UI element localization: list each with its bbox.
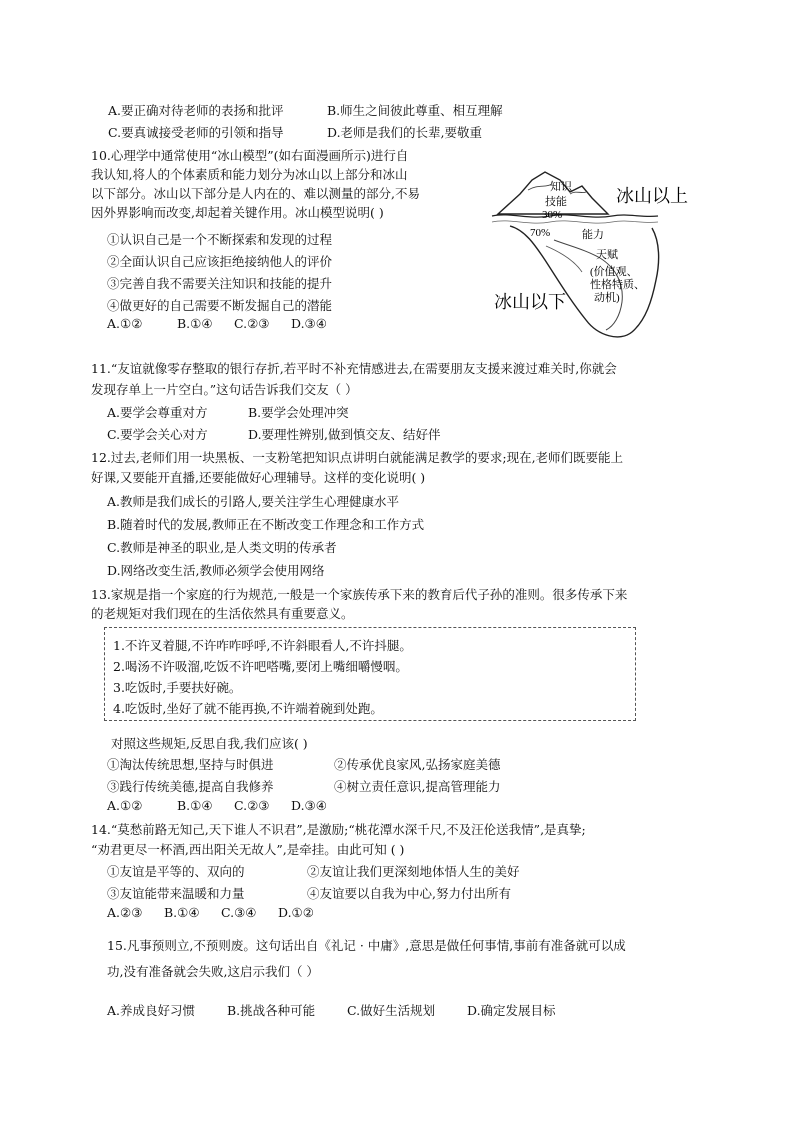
q13-option-c: C.②③ <box>234 798 270 813</box>
q10-stem-line: 因外界影响而改变,却起着关键作用。冰山模型说明( ) <box>91 205 384 220</box>
family-rule: 4.吃饭时,坐好了就不能再换,不许端着碗到处跑。 <box>113 701 383 716</box>
q13-prompt: 对照这些规矩,反思自我,我们应该( ) <box>111 736 308 751</box>
q13-stem-line: 的老规矩对我们现在的生活依然具有重要意义。 <box>91 606 354 621</box>
q15-option-c: C.做好生活规划 <box>347 1003 436 1018</box>
q15-option-b: B.挑战各种可能 <box>227 1003 316 1018</box>
q14-item-3: ③友谊能带来温暖和力量 <box>107 886 245 901</box>
q13-item-3: ③践行传统美德,提高自我修养 <box>107 779 274 794</box>
label-traits: 性格特质、 <box>590 279 645 291</box>
q15-option-d: D.确定发展目标 <box>467 1003 556 1018</box>
q13-item-4: ④树立责任意识,提高管理能力 <box>334 779 501 794</box>
q11-stem-line: 11.“友谊就像零存整取的银行存折,若平时不补充情感进去,在需要朋友支援来渡过难关时,你就会 <box>91 361 617 376</box>
q11-option-a: A.要学会尊重对方 <box>107 405 208 420</box>
q15-options <box>107 1003 556 1019</box>
q10-item-1: ①认识自己是一个不断探索和发现的过程 <box>107 232 333 247</box>
q13-item-1: ①淘汰传统思想,坚持与时俱进 <box>107 757 274 772</box>
q14-option-d: D.①② <box>278 905 314 920</box>
q10-stem-line: 10.心理学中通常使用“冰山模型”(如右面漫画所示)进行自 <box>91 148 409 163</box>
q14-option-b: B.①④ <box>164 905 200 920</box>
q13-option-a: A.①② <box>107 798 143 813</box>
q15-stem-line: 功,没有准备就会失败,这启示我们（ ） <box>107 964 319 979</box>
label-values: (价值观、 <box>590 266 638 278</box>
q9-option-d: D.老师是我们的长辈,要敬重 <box>327 125 483 140</box>
q9-option-a: A.要正确对待老师的表扬和批评 <box>108 103 284 118</box>
q10-option-a: A.①② <box>107 316 143 331</box>
q13-item-2: ②传承优良家风,弘扬家庭美德 <box>334 757 501 772</box>
q14-stem-line: 14.“莫愁前路无知己,天下谁人不识君”,是激励;“桃花潭水深千尺,不及汪伦送我情”,是真挚; <box>91 822 586 837</box>
family-rule: 3.吃饭时,手要扶好碗。 <box>113 680 242 695</box>
family-rules-box <box>104 627 636 721</box>
q10-option-b: B.①④ <box>177 316 213 331</box>
q14-item-2: ②友谊让我们更深刻地体悟人生的美好 <box>307 864 520 879</box>
q12-option-b: B.随着时代的发展,教师正在不断改变工作理念和工作方式 <box>107 517 425 532</box>
family-rule: 2.喝汤不许吸溜,吃饭不许吧嗒嘴,要闭上嘴细嚼慢咽。 <box>113 659 408 674</box>
q10-item-2: ②全面认识自己应该拒绝接纳他人的评价 <box>107 254 333 269</box>
q13-option-d: D.③④ <box>291 798 327 813</box>
q14-options <box>107 905 314 921</box>
q12-stem-line: 好课,又要能开直播,还要能做好心理辅导。这样的变化说明( ) <box>91 470 426 485</box>
q10-item-4: ④做更好的自己需要不断发掘自己的潜能 <box>107 298 333 313</box>
q14-option-a: A.②③ <box>107 905 143 920</box>
q9-option-b: B.师生之间彼此尊重、相互理解 <box>327 103 503 118</box>
q13-option-b: B.①④ <box>177 798 213 813</box>
q14-stem-line: “劝君更尽一杯酒,西出阳关无故人”,是牵挂。由此可知 ( ) <box>91 842 405 857</box>
label-talent: 天赋 <box>596 249 618 261</box>
label-skill: 技能 <box>545 196 567 208</box>
q12-option-a: A.教师是我们成长的引路人,要关注学生心理健康水平 <box>107 494 399 509</box>
iceberg-illustration <box>490 150 738 346</box>
q11-option-c: C.要学会关心对方 <box>107 427 208 442</box>
q12-option-c: C.教师是神圣的职业,是人类文明的传承者 <box>107 540 337 555</box>
q11-option-b: B.要学会处理冲突 <box>248 405 349 420</box>
iceberg-inner-contour-2 <box>546 246 582 272</box>
family-rule: 1.不许叉着腿,不许咋咋呼呼,不许斜眼看人,不许抖腿。 <box>113 638 412 653</box>
q10-options <box>107 316 327 332</box>
label-below-water: 冰山以下 <box>494 292 566 312</box>
q14-item-4: ④友谊要以自我为中心,努力付出所有 <box>307 886 511 901</box>
q11-stem-line: 发现存单上一片空白。”这句话告诉我们交友（ ） <box>91 382 358 397</box>
q10-stem-line: 我认知,将人的个体素质和能力划分为冰山以上部分和冰山 <box>91 167 408 182</box>
q14-item-1: ①友谊是平等的、双向的 <box>107 864 245 879</box>
label-knowledge: 知识 <box>550 181 572 193</box>
label-percent-top: 30% <box>542 209 563 221</box>
label-percent-bottom: 70% <box>530 227 551 239</box>
label-motive: 动机) <box>594 292 620 304</box>
q14-option-c: C.③④ <box>221 905 257 920</box>
q11-option-d: D.要理性辨别,做到慎交友、结好伴 <box>248 427 441 442</box>
q13-options <box>107 798 327 814</box>
q10-item-3: ③完善自我不需要关注知识和技能的提升 <box>107 276 333 291</box>
label-above-water: 冰山以上 <box>616 186 688 206</box>
q10-stem-line: 以下部分。冰山以下部分是人内在的、难以测量的部分,不易 <box>91 186 420 201</box>
water-surface-wave <box>492 221 658 223</box>
q10-option-c: C.②③ <box>234 316 270 331</box>
q12-stem-line: 12.过去,老师们用一块黑板、一支粉笔把知识点讲明白就能满足教学的要求;现在,老师们既要能上 <box>91 450 624 465</box>
q10-option-d: D.③④ <box>291 316 327 331</box>
q13-stem-line: 13.家规是指一个家庭的行为规范,一般是一个家族传承下来的教育后代子孙的准则。很多传承下来 <box>91 587 628 602</box>
iceberg-model-figure <box>490 150 738 346</box>
label-ability: 能力 <box>582 229 604 241</box>
q15-option-a: A.养成良好习惯 <box>107 1003 196 1018</box>
water-surface-line <box>492 215 658 217</box>
q12-option-d: D.网络改变生活,教师必须学会使用网络 <box>107 563 325 578</box>
q15-stem-line: 15.凡事预则立,不预则废。这句话出自《礼记 · 中庸》,意思是做任何事情,事前有准备就可以成 <box>107 938 626 953</box>
q9-option-c: C.要真诚接受老师的引领和指导 <box>108 125 284 140</box>
